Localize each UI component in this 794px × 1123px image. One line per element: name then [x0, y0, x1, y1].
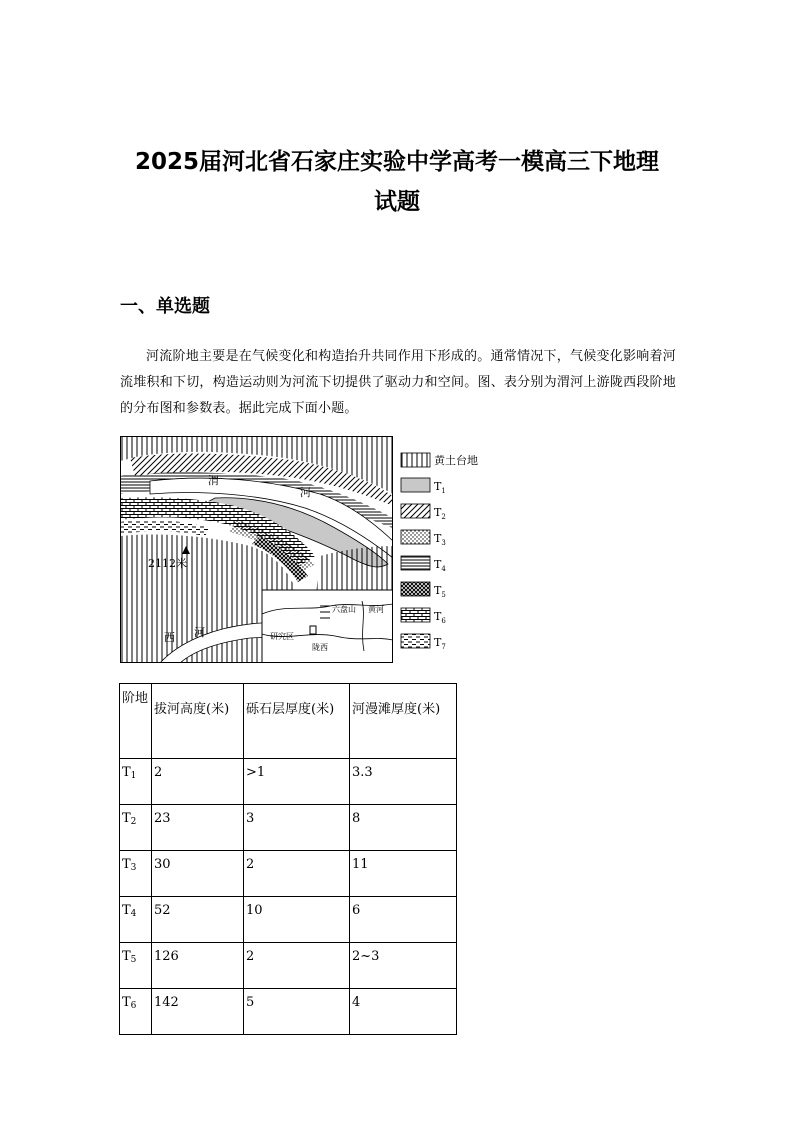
cell-terrace: $T_3$ — [120, 851, 152, 897]
label-elevation: 2112米 — [148, 557, 187, 570]
cell-terrace: $T_2$ — [120, 805, 152, 851]
cell-gravel: >1 — [244, 759, 350, 805]
svg-text:T6: $T_6$ — [434, 610, 446, 625]
cell-height: 142 — [152, 989, 244, 1035]
header-floodplain: 河漫滩厚度(米) — [350, 684, 457, 759]
legend — [401, 453, 478, 651]
cell-height: 23 — [152, 805, 244, 851]
label-wei: 渭 — [208, 474, 219, 487]
legend-swatch-t2 — [401, 504, 430, 518]
label-xi: 西 — [164, 631, 175, 644]
header-terrace: 阶地 — [120, 684, 152, 759]
table-row — [120, 851, 457, 897]
terrace-parameter-table — [119, 683, 457, 1035]
svg-text:T3: $T_3$ — [434, 532, 446, 547]
legend-swatch-t7 — [401, 634, 430, 648]
cell-floodplain: 3.3 — [350, 759, 457, 805]
legend-swatch-t3 — [401, 530, 430, 544]
cell-floodplain: 2~3 — [350, 943, 457, 989]
cell-floodplain: 4 — [350, 989, 457, 1035]
cell-gravel: 2 — [244, 851, 350, 897]
cell-height: 126 — [152, 943, 244, 989]
legend-swatch-loess — [401, 453, 430, 467]
legend-label-t5: T — [434, 584, 442, 597]
svg-text:T2: $T_2$ — [434, 506, 446, 521]
svg-text:T1: $T_1$ — [434, 480, 446, 495]
svg-text:T7: $T_7$ — [434, 636, 446, 651]
legend-swatch-t6 — [401, 608, 430, 622]
label-longxi: 陇西 — [312, 643, 328, 652]
legend-label-t1: T — [434, 480, 442, 493]
label-he-top: 河 — [300, 486, 311, 499]
svg-text:T4: $T_4$ — [434, 558, 446, 573]
label-he-bottom: 河 — [194, 626, 205, 639]
cell-terrace: $T_4$ — [120, 897, 152, 943]
cell-floodplain: 8 — [350, 805, 457, 851]
title-line-1: 2025届河北省石家庄实验中学高考一模高三下地理 — [134, 149, 659, 175]
table-row — [120, 897, 457, 943]
label-huanghe: 黄河 — [368, 605, 384, 614]
table-header-row — [120, 684, 457, 759]
map-body — [120, 436, 393, 663]
cell-gravel: 3 — [244, 805, 350, 851]
legend-label-loess: 黄土台地 — [434, 454, 478, 467]
title-line-2: 试题 — [374, 189, 420, 215]
cell-height: 2 — [152, 759, 244, 805]
legend-swatch-t5 — [401, 582, 430, 596]
cell-height: 52 — [152, 897, 244, 943]
legend-label-t2: T — [434, 506, 442, 519]
terrace-map-figure — [120, 436, 490, 664]
cell-terrace: $T_1$ — [120, 759, 152, 805]
table-row — [120, 943, 457, 989]
question-stem: 河流阶地主要是在气候变化和构造抬升共同作用下形成的。通常情况下，气候变化影响着河流堆积和下切，构造运动则为河流下切提供了驱动力和空间。图、表分别为渭河上游陇西段阶地的分布图和参数表。据此完成下面小题。 — [120, 349, 676, 416]
legend-label-t3: T — [434, 532, 442, 545]
header-height: 拔河高度(米) — [152, 684, 244, 759]
label-liupanshan: 六盘山 — [332, 605, 356, 614]
section-heading: 一、单选题 — [120, 296, 210, 317]
page-title — [90, 142, 704, 222]
svg-text:T5: $T_5$ — [434, 584, 446, 599]
cell-floodplain: 6 — [350, 897, 457, 943]
table-row — [120, 989, 457, 1035]
label-study-area: 研究区 — [270, 632, 294, 641]
inset-map — [262, 590, 393, 663]
cell-terrace: $T_5$ — [120, 943, 152, 989]
cell-floodplain: 11 — [350, 851, 457, 897]
legend-label-t4: T — [434, 558, 442, 571]
legend-swatch-t1 — [401, 478, 430, 492]
legend-swatch-t4 — [401, 556, 430, 570]
cell-gravel: 5 — [244, 989, 350, 1035]
legend-label-t7: T — [434, 636, 442, 649]
cell-gravel: 2 — [244, 943, 350, 989]
table-row — [120, 805, 457, 851]
cell-terrace: $T_6$ — [120, 989, 152, 1035]
legend-label-t6: T — [434, 610, 442, 623]
cell-gravel: 10 — [244, 897, 350, 943]
table-row — [120, 759, 457, 805]
cell-height: 30 — [152, 851, 244, 897]
header-gravel: 砾石层厚度(米) — [244, 684, 350, 759]
